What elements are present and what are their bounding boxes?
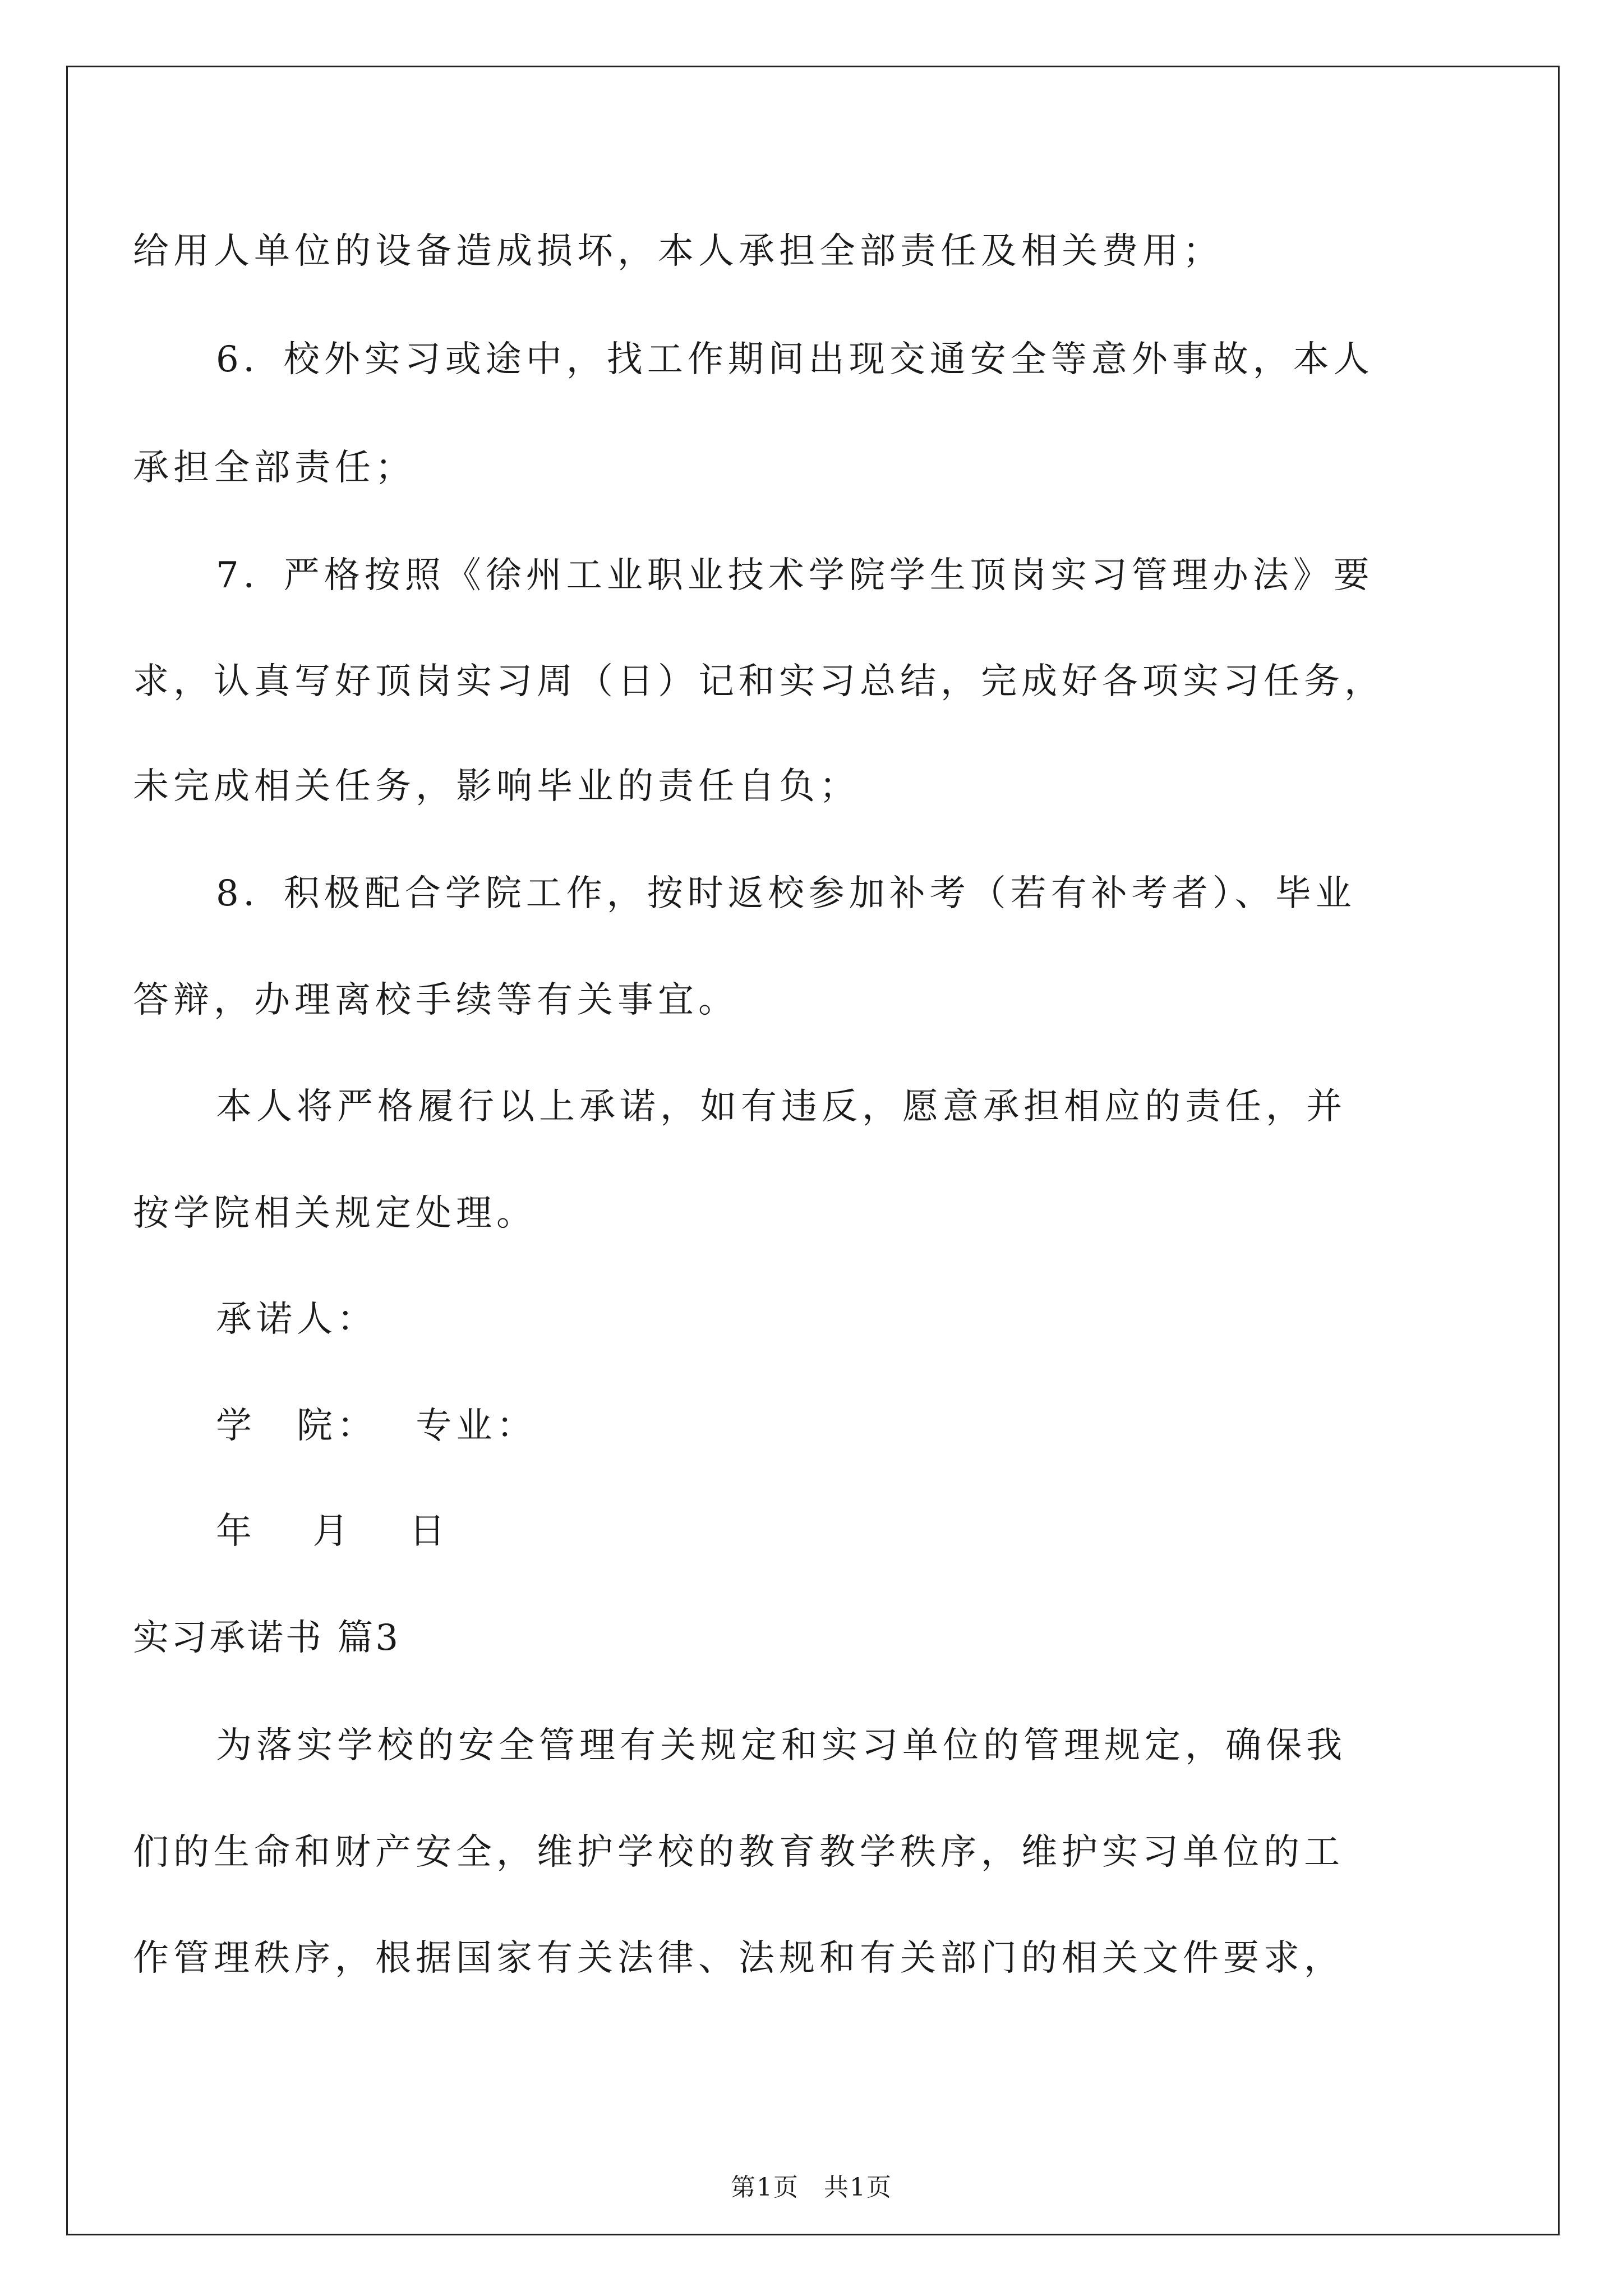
page-number: 第1页 bbox=[731, 2173, 799, 2202]
paragraph-line: 给用人单位的设备造成损坏，本人承担全部责任及相关费用； bbox=[133, 231, 1223, 272]
paragraph-line: 6．校外实习或途中，找工作期间出现交通安全等意外事故，本人 bbox=[216, 339, 1374, 380]
paragraph-line: 们的生命和财产安全，维护学校的教育教学秩序，维护实习单位的工 bbox=[133, 1832, 1344, 1873]
paragraph-line: 求，认真写好顶岗实习周（日）记和实习总结，完成好各项实习任务， bbox=[133, 661, 1385, 702]
page-border bbox=[66, 66, 1560, 2235]
date-label: 年 月 日 bbox=[216, 1511, 450, 1552]
paragraph-line: 答辩，办理离校手续等有关事宜。 bbox=[133, 979, 739, 1021]
page-footer bbox=[0, 2172, 1623, 2203]
page-total: 共1页 bbox=[824, 2173, 892, 2202]
promiser-label: 承诺人： bbox=[216, 1299, 377, 1340]
paragraph-line: 7．严格按照《徐州工业职业技术学院学生顶岗实习管理办法》要 bbox=[216, 555, 1374, 596]
paragraph-line: 按学院相关规定处理。 bbox=[133, 1193, 537, 1234]
section-heading: 实习承诺书 篇3 bbox=[133, 1617, 401, 1659]
paragraph-line: 8．积极配合学院工作，按时返校参加补考（若有补考者）、毕业 bbox=[216, 873, 1356, 914]
college-major-label: 学 院： 专业： bbox=[216, 1405, 537, 1447]
paragraph-line: 承担全部责任； bbox=[133, 447, 416, 489]
paragraph-line: 为落实学校的安全管理有关规定和实习单位的管理规定，确保我 bbox=[216, 1725, 1347, 1766]
paragraph-line: 未完成相关任务，影响毕业的责任自负； bbox=[133, 766, 860, 807]
paragraph-line: 作管理秩序，根据国家有关法律、法规和有关部门的相关文件要求， bbox=[133, 1938, 1344, 1979]
paragraph-line: 本人将严格履行以上承诺，如有违反，愿意承担相应的责任，并 bbox=[216, 1086, 1347, 1128]
